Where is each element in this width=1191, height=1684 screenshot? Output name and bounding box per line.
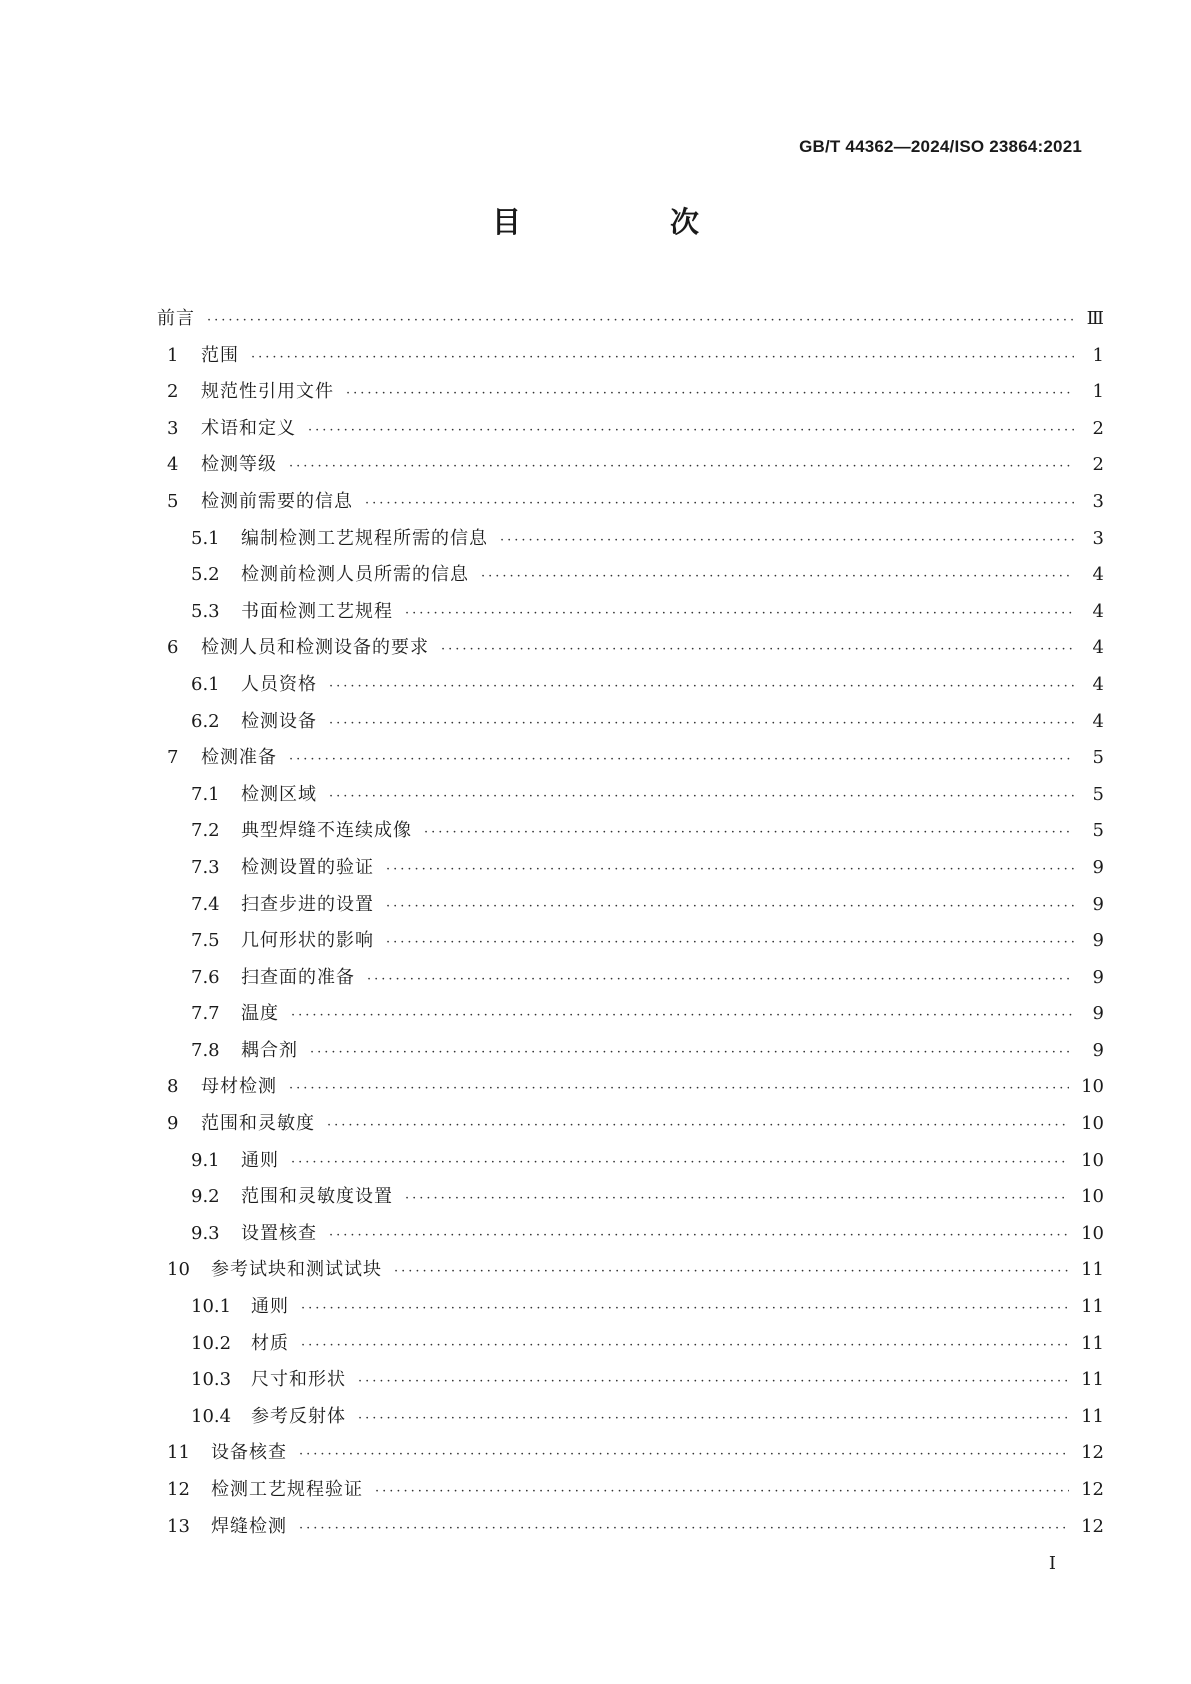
toc-entry-label: 耦合剂: [241, 1039, 298, 1061]
toc-leader-dots: [299, 1447, 1069, 1462]
toc-entry-number: 7.5: [191, 930, 220, 952]
toc-entry[interactable]: [167, 963, 1104, 1000]
toc-entry-page: 4: [1092, 600, 1104, 622]
toc-entry-number: 6: [167, 637, 179, 659]
toc-entry-label: 通则: [251, 1296, 289, 1318]
toc-entry[interactable]: [167, 377, 1104, 414]
page-title: 目 次: [491, 205, 759, 239]
toc-leader-dots: [394, 1264, 1069, 1279]
toc-entry-page: 5: [1092, 747, 1104, 769]
toc-entry-number: 7.2: [191, 820, 220, 842]
toc-entry-page: 9: [1092, 966, 1104, 988]
toc-entry-page: 4: [1092, 637, 1104, 659]
toc-entry-number: 10.3: [191, 1369, 232, 1391]
toc-entry-label: 检测等级: [201, 454, 277, 476]
toc-entry-number: 5.1: [191, 527, 220, 549]
toc-entry[interactable]: [167, 1292, 1104, 1329]
toc-leader-dots: [289, 752, 1074, 767]
toc-leader-dots: [251, 350, 1074, 365]
toc-entry-number: 11: [167, 1442, 190, 1464]
toc-entry[interactable]: [167, 1329, 1104, 1366]
toc-entry[interactable]: [167, 926, 1104, 963]
toc-entry-page: 1: [1092, 381, 1104, 403]
toc-entry[interactable]: [167, 1475, 1104, 1512]
toc-leader-dots: [310, 1045, 1074, 1060]
toc-leader-dots: [405, 1191, 1069, 1206]
toc-leader-dots: [329, 716, 1074, 731]
toc-entry-number: 4: [167, 454, 179, 476]
toc-entry-label: 检测设置的验证: [241, 856, 374, 878]
toc-entry-number: 5.3: [191, 600, 220, 622]
toc-entry-label: 检测工艺规程验证: [211, 1479, 363, 1500]
toc-entry-page: 11: [1081, 1296, 1104, 1318]
toc-leader-dots: [358, 1411, 1069, 1426]
toc-leader-dots: [329, 1228, 1069, 1243]
toc-entry-number: 5.2: [191, 564, 220, 586]
toc-leader-dots: [481, 569, 1074, 584]
toc-entry-number: 7.1: [191, 783, 220, 805]
toc-entry[interactable]: [167, 633, 1104, 670]
toc-entry-number: 9.1: [191, 1149, 220, 1171]
toc-leader-dots: [375, 1484, 1069, 1499]
toc-leader-dots: [327, 1118, 1069, 1133]
toc-entry[interactable]: [167, 780, 1104, 817]
toc-entry-label: 温度: [241, 1003, 279, 1025]
toc-entry-page: 9: [1092, 1039, 1104, 1061]
toc-entry-label: 范围: [201, 344, 239, 366]
toc-entry-page: 9: [1092, 893, 1104, 915]
toc-entry[interactable]: [167, 1182, 1104, 1219]
toc-entry-number: 7.4: [191, 893, 220, 915]
toc-leader-dots: [301, 1338, 1069, 1353]
toc-entry[interactable]: [167, 450, 1104, 487]
toc-entry-page: 10: [1081, 1186, 1104, 1208]
toc-leader-dots: [365, 496, 1074, 511]
toc-entry-label: 母材检测: [201, 1076, 277, 1098]
toc-entry-label: 材质: [251, 1332, 289, 1354]
toc-entry-page: 11: [1081, 1369, 1104, 1391]
toc-entry-number: 10: [167, 1259, 190, 1281]
toc-leader-dots: [386, 935, 1074, 950]
toc-entry-number: 9.3: [191, 1222, 220, 1244]
toc-entry-label: 尺寸和形状: [251, 1369, 346, 1391]
toc-entry-page: 4: [1092, 673, 1104, 695]
toc-entry-page: 4: [1092, 564, 1104, 586]
toc-entry-label: 检测区域: [241, 783, 317, 805]
toc-leader-dots: [346, 386, 1074, 401]
toc-entry-label: 检测人员和检测设备的要求: [201, 637, 429, 659]
toc-entry[interactable]: [167, 1109, 1104, 1146]
toc-entry[interactable]: [167, 999, 1104, 1036]
table-of-contents: [157, 304, 1104, 1548]
toc-entry-number: 10.2: [191, 1332, 232, 1354]
toc-entry-label: 扫查步进的设置: [241, 893, 374, 915]
toc-entry-page: 1: [1092, 344, 1104, 366]
toc-entry[interactable]: [167, 341, 1104, 378]
toc-entry[interactable]: [167, 816, 1104, 853]
toc-entry-number: 13: [167, 1515, 190, 1537]
toc-entry[interactable]: [167, 1146, 1104, 1183]
toc-entry-page: 10: [1081, 1076, 1104, 1098]
toc-entry-label: 范围和灵敏度设置: [241, 1186, 393, 1208]
toc-entry-label: 检测前检测人员所需的信息: [241, 564, 469, 586]
toc-entry-page: 5: [1092, 783, 1104, 805]
toc-entry-number: 1: [167, 344, 179, 366]
toc-leader-dots: [405, 606, 1074, 621]
toc-entry-number: 12: [167, 1479, 190, 1500]
toc-entry[interactable]: [167, 1072, 1104, 1109]
toc-entry-label: 通则: [241, 1149, 279, 1171]
toc-leader-dots: [207, 313, 1074, 328]
toc-entry[interactable]: [167, 1512, 1104, 1549]
toc-entry-page: 2: [1092, 454, 1104, 476]
toc-entry[interactable]: [167, 743, 1104, 780]
toc-entry-page: 3: [1092, 490, 1104, 512]
toc-entry-number: 9: [167, 1113, 179, 1135]
toc-entry[interactable]: [167, 597, 1104, 634]
toc-entry-number: 9.2: [191, 1186, 220, 1208]
toc-entry[interactable]: [167, 890, 1104, 927]
toc-entry-label: 焊缝检测: [211, 1515, 287, 1537]
toc-entry-label: 人员资格: [241, 673, 317, 695]
page-number: I: [1048, 1553, 1056, 1574]
toc-leader-dots: [291, 1155, 1069, 1170]
toc-entry-number: 6.1: [191, 673, 220, 695]
toc-leader-dots: [386, 862, 1074, 877]
toc-entry[interactable]: [167, 1402, 1104, 1439]
toc-entry[interactable]: [167, 1219, 1104, 1256]
toc-leader-dots: [289, 459, 1074, 474]
toc-entry-page: 9: [1092, 1003, 1104, 1025]
toc-entry-label: 检测准备: [201, 747, 277, 769]
toc-entry-page: 3: [1092, 527, 1104, 549]
toc-entry-page: 10: [1081, 1222, 1104, 1244]
toc-entry-page: 11: [1081, 1259, 1104, 1281]
toc-entry[interactable]: [167, 1365, 1104, 1402]
toc-entry-number: 10.1: [191, 1296, 232, 1318]
toc-entry-label: 几何形状的影响: [241, 930, 374, 952]
toc-entry-label: 检测设备: [241, 710, 317, 732]
toc-entry-label: 书面检测工艺规程: [241, 600, 393, 622]
toc-entry[interactable]: [167, 707, 1104, 744]
toc-entry-label: 范围和灵敏度: [201, 1113, 315, 1135]
toc-entry-number: 7.3: [191, 856, 220, 878]
toc-entry-page: 5: [1092, 820, 1104, 842]
toc-leader-dots: [500, 533, 1074, 548]
toc-entry[interactable]: [167, 560, 1104, 597]
toc-entry-label: 前言: [157, 308, 195, 329]
toc-entry[interactable]: [167, 853, 1104, 890]
toc-leader-dots: [367, 972, 1074, 987]
toc-leader-dots: [308, 423, 1074, 438]
toc-entry[interactable]: [167, 414, 1104, 451]
standard-code: GB/T 44362—2024/ISO 23864:2021: [799, 137, 1082, 156]
toc-entry-label: 检测前需要的信息: [201, 490, 353, 512]
toc-leader-dots: [329, 789, 1074, 804]
toc-entry-page: 11: [1081, 1332, 1104, 1354]
toc-entry-label: 设置核查: [241, 1222, 317, 1244]
toc-entry-page: 10: [1081, 1113, 1104, 1135]
toc-entry-page: 9: [1092, 856, 1104, 878]
toc-entry-label: 术语和定义: [201, 417, 296, 439]
toc-entry-label: 典型焊缝不连续成像: [241, 820, 412, 842]
toc-entry-number: 5: [167, 490, 179, 512]
toc-entry[interactable]: [167, 524, 1104, 561]
toc-entry-label: 编制检测工艺规程所需的信息: [241, 527, 488, 549]
toc-leader-dots: [441, 642, 1074, 657]
toc-entry-label: 规范性引用文件: [201, 381, 334, 403]
toc-entry-label: 扫查面的准备: [241, 966, 355, 988]
toc-entry-page: 12: [1081, 1442, 1104, 1464]
toc-entry-number: 2: [167, 381, 179, 403]
toc-entry-page: Ⅲ: [1086, 308, 1104, 329]
toc-leader-dots: [291, 1008, 1074, 1023]
toc-entry-number: 10.4: [191, 1405, 232, 1427]
toc-entry[interactable]: [157, 304, 1104, 341]
toc-entry-number: 3: [167, 417, 179, 439]
toc-entry-page: 9: [1092, 930, 1104, 952]
toc-leader-dots: [386, 899, 1074, 914]
toc-entry-number: 7.6: [191, 966, 220, 988]
toc-entry-label: 设备核查: [211, 1442, 287, 1464]
toc-entry[interactable]: [167, 487, 1104, 524]
toc-entry-page: 10: [1081, 1149, 1104, 1171]
toc-entry[interactable]: [167, 1438, 1104, 1475]
toc-entry[interactable]: [167, 1036, 1104, 1073]
toc-entry-page: 2: [1092, 417, 1104, 439]
toc-leader-dots: [329, 679, 1074, 694]
toc-entry-label: 参考试块和测试试块: [211, 1259, 382, 1281]
toc-entry-page: 12: [1081, 1479, 1104, 1500]
toc-entry-page: 4: [1092, 710, 1104, 732]
toc-entry-number: 6.2: [191, 710, 220, 732]
toc-leader-dots: [424, 825, 1074, 840]
toc-leader-dots: [358, 1374, 1069, 1389]
toc-entry-page: 12: [1081, 1515, 1104, 1537]
toc-entry[interactable]: [167, 1255, 1104, 1292]
toc-entry-number: 7.8: [191, 1039, 220, 1061]
toc-leader-dots: [301, 1301, 1069, 1316]
toc-entry-number: 8: [167, 1076, 179, 1098]
toc-leader-dots: [289, 1081, 1069, 1096]
toc-entry[interactable]: [167, 670, 1104, 707]
toc-entry-number: 7.7: [191, 1003, 220, 1025]
toc-entry-number: 7: [167, 747, 179, 769]
toc-entry-page: 11: [1081, 1405, 1104, 1427]
toc-leader-dots: [299, 1521, 1069, 1536]
toc-entry-label: 参考反射体: [251, 1405, 346, 1427]
